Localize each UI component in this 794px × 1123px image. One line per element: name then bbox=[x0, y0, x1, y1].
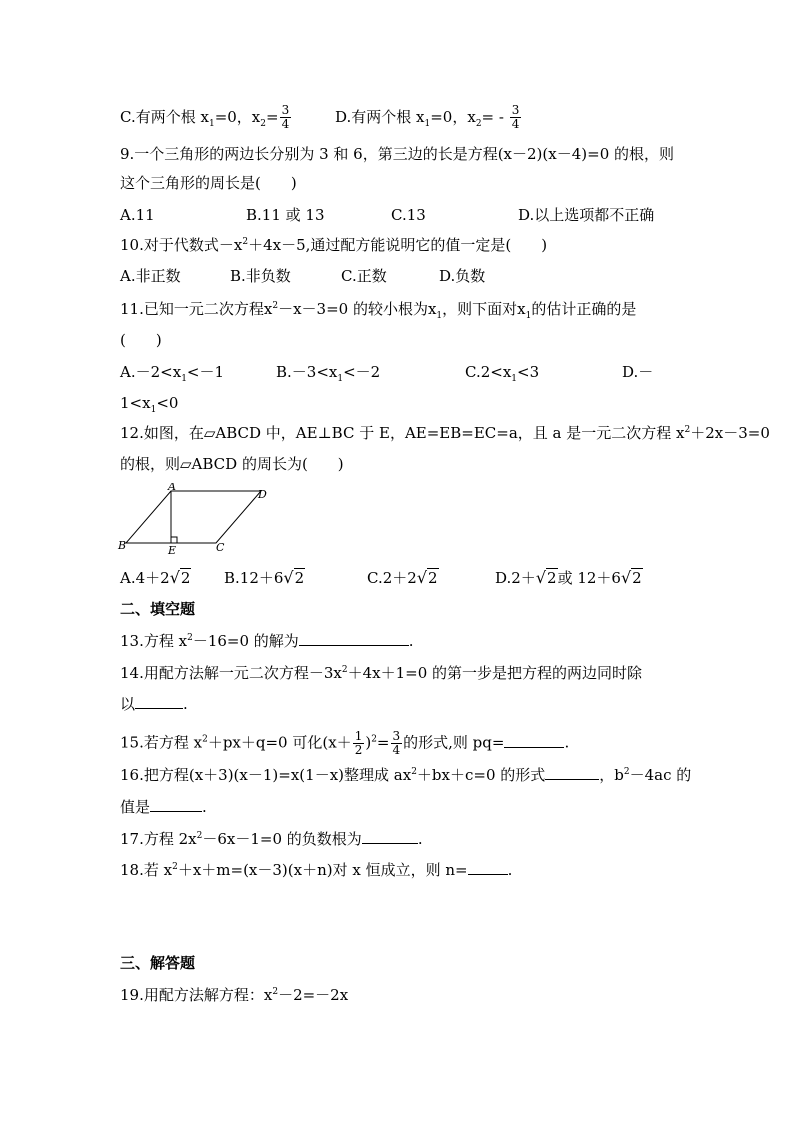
q15-b: ＋px＋q=0 可化(x＋ bbox=[207, 733, 352, 752]
answer-blank[interactable] bbox=[150, 797, 202, 812]
q10-option-b: B.非负数 bbox=[230, 267, 291, 285]
fraction bbox=[353, 730, 365, 757]
q11-option-b bbox=[276, 362, 380, 382]
q11-b-pre: B.－3<x bbox=[276, 363, 338, 381]
answer-blank[interactable] bbox=[362, 829, 418, 844]
sqrt: √2 bbox=[535, 568, 557, 587]
sup: 2 bbox=[684, 425, 691, 435]
fraction bbox=[510, 104, 522, 131]
q14-a: 14.用配方法解一元二次方程－3x bbox=[120, 664, 342, 682]
sub: 1 bbox=[337, 374, 344, 384]
q12-d-mid: 或 12＋6 bbox=[557, 569, 621, 587]
q12-option-b bbox=[224, 568, 305, 588]
sqrt: √2 bbox=[283, 568, 305, 587]
q13-a: 13.方程 x bbox=[120, 632, 188, 650]
q11-b-post: <－2 bbox=[343, 363, 381, 381]
answer-blank[interactable] bbox=[504, 733, 564, 748]
q15-d: = bbox=[376, 733, 390, 752]
q10-option-a: A.非正数 bbox=[120, 267, 181, 285]
q18-c: . bbox=[507, 861, 513, 879]
sup: 2 bbox=[272, 987, 279, 997]
q11-stem-line2: ( ) bbox=[120, 331, 162, 349]
label-b: B bbox=[118, 539, 127, 552]
q12-b-pre: B.12＋6 bbox=[224, 569, 284, 587]
section-title-solve: 三、解答题 bbox=[120, 954, 196, 972]
q12-c-pre: C.2＋2 bbox=[367, 569, 417, 587]
q16-line2-b: . bbox=[202, 798, 207, 816]
q11-option-a bbox=[120, 362, 224, 382]
q18 bbox=[120, 860, 512, 880]
fraction bbox=[391, 730, 403, 757]
q8-d-mid: =0，x bbox=[430, 107, 476, 126]
q14-b: ＋4x＋1=0 的第一步是把方程的两边同时除 bbox=[347, 664, 643, 682]
sub: 2 bbox=[475, 118, 482, 129]
q16-line1 bbox=[120, 765, 691, 785]
q11-stem-d: 的估计正确的是 bbox=[531, 300, 637, 318]
sub: 1 bbox=[208, 118, 215, 129]
label-c: C bbox=[216, 541, 225, 554]
q17-b: －6x－1=0 的负数根为 bbox=[202, 830, 362, 848]
q11-option-d: D.－ bbox=[622, 363, 654, 381]
label-d: D bbox=[258, 488, 267, 501]
sup: 2 bbox=[341, 665, 348, 675]
sup: 2 bbox=[272, 301, 279, 311]
q8-d-eq: = - bbox=[481, 107, 509, 126]
q11-c-pre: C.2<x bbox=[465, 363, 512, 381]
q18-a: 18.若 x bbox=[120, 861, 173, 879]
numerator: 1 bbox=[354, 729, 363, 743]
q11-d2-pre: 1<x bbox=[120, 394, 151, 412]
q14-line2 bbox=[120, 694, 188, 714]
q12-option-c bbox=[367, 568, 439, 588]
q17-c: . bbox=[417, 830, 423, 848]
sub: 1 bbox=[150, 405, 157, 415]
sup: 2 bbox=[371, 734, 377, 745]
fraction bbox=[280, 104, 292, 131]
q16-d: －4ac 的 bbox=[629, 766, 692, 784]
q9-option-a: A.11 bbox=[120, 206, 155, 224]
q9-stem-line2: 这个三角形的周长是( ) bbox=[120, 174, 297, 192]
q11-option-d-cont bbox=[120, 393, 178, 413]
q11-option-c bbox=[465, 362, 539, 382]
q15-a: 15.若方程 x bbox=[120, 733, 203, 752]
q12-a-pre: A.4＋2 bbox=[120, 569, 170, 587]
denominator: 4 bbox=[281, 117, 290, 131]
numerator: 3 bbox=[392, 729, 401, 743]
q10-option-c: C.正数 bbox=[341, 267, 387, 285]
q18-b: ＋x＋m=(x－3)(x＋n)对 x 恒成立，则 n= bbox=[177, 861, 468, 879]
q8-c-eq: = bbox=[266, 107, 279, 126]
q12-stem-line2: 的根，则▱ABCD 的周长为( ) bbox=[120, 455, 344, 473]
q11-stem bbox=[120, 299, 636, 319]
q10-stem bbox=[120, 235, 547, 255]
sup: 2 bbox=[411, 767, 417, 777]
answer-blank[interactable] bbox=[468, 860, 508, 875]
q16-c: ，b bbox=[599, 766, 624, 784]
q11-d2-post: <0 bbox=[156, 394, 179, 412]
q8-d-text: D.有两个根 x bbox=[335, 107, 425, 126]
sup: 2 bbox=[242, 237, 249, 247]
answer-blank[interactable] bbox=[299, 631, 409, 646]
sub: 1 bbox=[525, 311, 532, 321]
q15 bbox=[120, 730, 569, 757]
sqrt: √2 bbox=[620, 568, 642, 587]
right-angle-mark bbox=[171, 537, 177, 543]
label-e: E bbox=[168, 544, 177, 557]
q19-a: 19.用配方法解方程：x bbox=[120, 986, 273, 1004]
radicand: 2 bbox=[180, 569, 191, 587]
q9-option-b: B.11 或 13 bbox=[246, 206, 325, 224]
q14-d: . bbox=[183, 695, 188, 713]
q8-option-c bbox=[120, 103, 297, 131]
sub: 1 bbox=[436, 311, 443, 321]
q11-c-post: <3 bbox=[517, 363, 540, 381]
q11-stem-a: 11.已知一元二次方程x bbox=[120, 300, 273, 318]
q14-line1 bbox=[120, 663, 642, 683]
q17 bbox=[120, 829, 423, 849]
q19 bbox=[120, 985, 348, 1005]
parallelogram-figure bbox=[116, 483, 276, 557]
q13-b: －16=0 的解为 bbox=[192, 632, 299, 650]
numerator: 3 bbox=[281, 103, 290, 117]
denominator: 4 bbox=[511, 117, 520, 131]
sup: 2 bbox=[202, 734, 208, 745]
radicand: 2 bbox=[428, 569, 438, 587]
radicand: 2 bbox=[547, 569, 557, 587]
q11-a-pre: A.－2<x bbox=[120, 363, 182, 381]
numerator: 3 bbox=[511, 103, 520, 117]
q16-line2-a: 值是 bbox=[120, 798, 151, 816]
radicand: 2 bbox=[632, 569, 642, 587]
parallelogram bbox=[126, 491, 261, 543]
section-title-fill-blank: 二、填空题 bbox=[120, 600, 196, 618]
sup: 2 bbox=[187, 633, 193, 643]
q11-stem-c: ，则下面对x bbox=[442, 300, 526, 318]
q12-line1-b: ＋2x－3=0 bbox=[690, 424, 770, 442]
q10-option-d: D.负数 bbox=[439, 267, 486, 285]
q10-stem-a: 10.对于代数式－x bbox=[120, 236, 243, 254]
q16-a: 16.把方程(x＋3)(x－1)=x(1－x)整理成 ax bbox=[120, 766, 412, 784]
q15-e: 的形式,则 pq= bbox=[403, 733, 505, 752]
sub: 2 bbox=[260, 118, 266, 129]
q11-stem-b: －x－3=0 的较小根为x bbox=[278, 300, 437, 318]
sub: 1 bbox=[511, 374, 518, 384]
denominator: 2 bbox=[354, 743, 363, 757]
sqrt: √2 bbox=[416, 568, 438, 587]
label-a: A bbox=[168, 483, 176, 493]
q11-a-post: <－1 bbox=[186, 363, 225, 381]
q16-b: ＋bx＋c=0 的形式 bbox=[416, 766, 546, 784]
q17-a: 17.方程 2x bbox=[120, 830, 197, 848]
q9-option-c: C.13 bbox=[391, 206, 426, 224]
answer-blank[interactable] bbox=[545, 765, 599, 780]
sup: 2 bbox=[623, 767, 630, 777]
q12-option-d bbox=[495, 568, 643, 588]
q8-option-d bbox=[335, 103, 522, 131]
sub: 1 bbox=[181, 374, 187, 384]
radicand: 2 bbox=[294, 569, 305, 587]
q19-b: －2=－2x bbox=[278, 986, 349, 1004]
sub: 1 bbox=[424, 118, 431, 129]
q15-c: ) bbox=[365, 733, 372, 752]
sup: 2 bbox=[196, 831, 203, 841]
q16-line2 bbox=[120, 797, 207, 817]
q8-options bbox=[120, 104, 522, 131]
q12-d-pre: D.2＋ bbox=[495, 569, 536, 587]
q12-line1-a: 12.如图，在▱ABCD 中，AE⊥BC 于 E，AE=EB=EC=a，且 a 是一元二次方程 x bbox=[120, 424, 685, 442]
q9-stem-line1: 9.一个三角形的两边长分别为 3 和 6，第三边的长是方程(x－2)(x－4)=0 的根，则 bbox=[120, 145, 674, 163]
q10-stem-b: ＋4x－5,通过配方能说明它的值一定是( ) bbox=[248, 236, 548, 254]
denominator: 4 bbox=[392, 743, 401, 757]
sup: 2 bbox=[172, 862, 178, 872]
q8-c-text: C.有两个根 x bbox=[120, 107, 209, 126]
q13-c: . bbox=[408, 632, 414, 650]
q13 bbox=[120, 631, 414, 651]
answer-blank[interactable] bbox=[135, 694, 183, 709]
q8-c-mid: =0，x bbox=[214, 107, 261, 126]
q12-option-a bbox=[120, 568, 191, 588]
q14-c: 以 bbox=[120, 695, 136, 713]
q15-f: . bbox=[564, 733, 570, 752]
q12-stem-line1 bbox=[120, 423, 770, 443]
q9-option-d: D.以上选项都不正确 bbox=[518, 206, 655, 224]
sqrt: √2 bbox=[169, 568, 191, 587]
